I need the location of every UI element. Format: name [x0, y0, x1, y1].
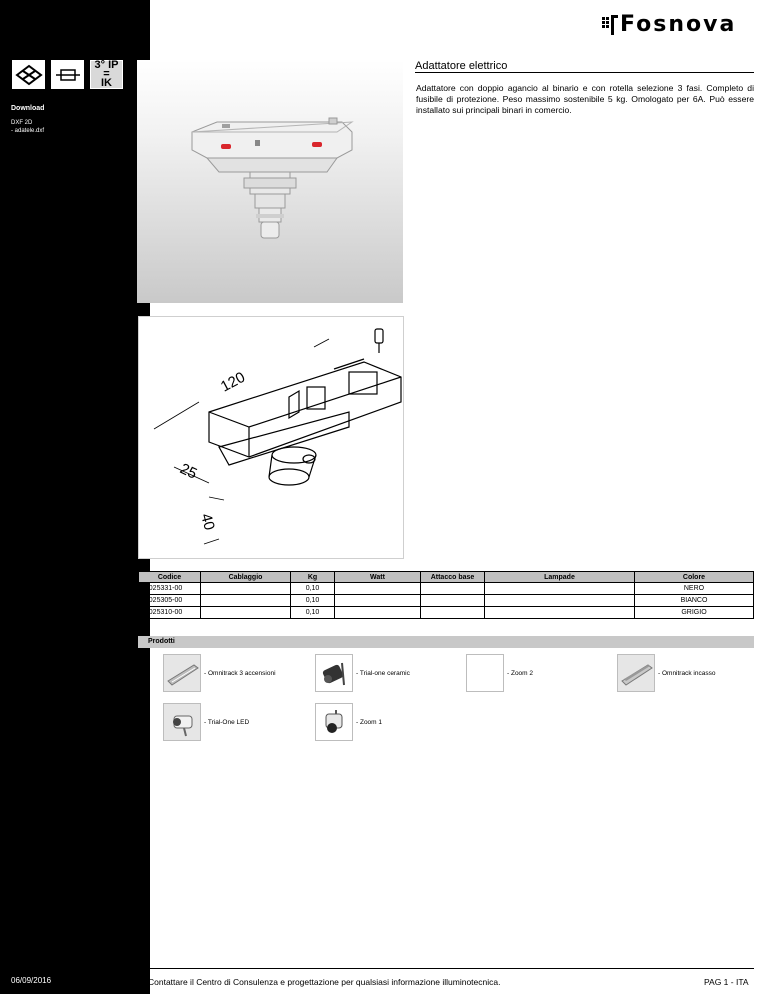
- page-number: PAG 1 - ITA: [704, 977, 749, 987]
- related-product-trial-one-led[interactable]: [163, 703, 249, 741]
- cell-cablaggio: [201, 583, 291, 595]
- cell-colore: GRIGIO: [635, 607, 754, 619]
- dimension-depth: 25: [177, 460, 200, 483]
- product-description: Adattatore con doppio agancio al binario e con rotella selezione 3 fasi. Completo di fusibile di protezione. Peso massimo sostenibile 5 kg. Omologato per 6A. Può essere installato sui principali binari in comercio.: [416, 83, 754, 115]
- header-colore: Colore: [635, 572, 754, 583]
- cell-attacco: [421, 607, 485, 619]
- cell-lampade: [485, 595, 635, 607]
- table-row: [139, 595, 754, 607]
- track-thumbnail-icon: [163, 654, 201, 692]
- logo-mark-icon: [602, 13, 618, 37]
- related-product-omnitrack-3[interactable]: [163, 654, 276, 692]
- cell-lampade: [485, 583, 635, 595]
- title-divider: [415, 72, 754, 73]
- table-header-row: [139, 572, 754, 583]
- related-product-label: - Trial-One LED: [204, 718, 250, 726]
- products-section-title: Prodotti: [138, 636, 754, 648]
- cell-attacco: [421, 595, 485, 607]
- cell-cablaggio: [201, 595, 291, 607]
- brand-logo: [602, 12, 736, 37]
- table-row: [139, 583, 754, 595]
- related-product-label: - Trial-one ceramic: [356, 669, 410, 677]
- cell-colore: NERO: [635, 583, 754, 595]
- product-photo: [137, 60, 403, 303]
- product-title: Adattatore elettrico: [415, 60, 508, 72]
- fuse-icon: [51, 60, 84, 89]
- footer-divider: [148, 968, 754, 969]
- spotlight-thumbnail-icon: [315, 654, 353, 692]
- header-watt: Watt: [335, 572, 421, 583]
- related-product-label: - Zoom 1: [356, 718, 383, 726]
- header-cablaggio: Cablaggio: [201, 572, 291, 583]
- cell-code: 22025310-00: [139, 607, 201, 619]
- cell-watt: [335, 607, 421, 619]
- sidebar: [0, 0, 150, 994]
- dimension-height: 40: [197, 511, 218, 533]
- ip-line-1: 3° IP: [94, 59, 119, 71]
- related-product-omnitrack-incasso[interactable]: [617, 654, 715, 692]
- cell-attacco: [421, 583, 485, 595]
- header-kg: Kg: [291, 572, 335, 583]
- ip-line-2: =: [103, 68, 110, 80]
- recessed-track-thumbnail-icon: [617, 654, 655, 692]
- related-product-zoom-2[interactable]: [466, 654, 533, 692]
- header-codice: Codice: [139, 572, 201, 583]
- download-type: DXF 2D: [11, 120, 33, 126]
- dimension-width: 120: [217, 368, 248, 396]
- zoom-spotlight-thumbnail-icon: [315, 703, 353, 741]
- led-spotlight-thumbnail-icon: [163, 703, 201, 741]
- cell-code: 22025305-00: [139, 595, 201, 607]
- cell-cablaggio: [201, 607, 291, 619]
- related-product-label: - Zoom 2: [507, 669, 534, 677]
- footer-contact: Contattare il Centro di Consulenza e progettazione per qualsiasi informazione illuminotecnica.: [148, 977, 501, 987]
- table-row: [139, 607, 754, 619]
- related-product-label: - Omnitrack incasso: [658, 669, 716, 677]
- cell-colore: BIANCO: [635, 595, 754, 607]
- cell-lampade: [485, 607, 635, 619]
- fire-rated-icon: [12, 60, 45, 89]
- cell-kg: 0,10: [291, 595, 335, 607]
- header-lampade: Lampade: [485, 572, 635, 583]
- document-date: 06/09/2016: [11, 976, 52, 985]
- ip-rating-badge: [90, 60, 123, 89]
- cell-kg: 0,10: [291, 607, 335, 619]
- technical-drawing: [138, 316, 404, 559]
- download-title: Download: [11, 105, 45, 112]
- related-product-trial-one-ceramic[interactable]: [315, 654, 410, 692]
- cell-watt: [335, 583, 421, 595]
- header-attacco: Attacco base: [421, 572, 485, 583]
- related-product-label: - Omnitrack 3 accensioni: [204, 669, 276, 677]
- certification-icons: [12, 60, 123, 89]
- download-file-link[interactable]: - adatele.dxf: [11, 128, 45, 134]
- cell-watt: [335, 595, 421, 607]
- related-product-zoom-1[interactable]: [315, 703, 382, 741]
- product-codes-table: [138, 571, 754, 619]
- blank-thumbnail-icon: [466, 654, 504, 692]
- brand-name: Fosnova: [620, 12, 737, 37]
- cell-kg: 0,10: [291, 583, 335, 595]
- cell-code: 22025331-00: [139, 583, 201, 595]
- ip-line-3: IK: [101, 77, 112, 89]
